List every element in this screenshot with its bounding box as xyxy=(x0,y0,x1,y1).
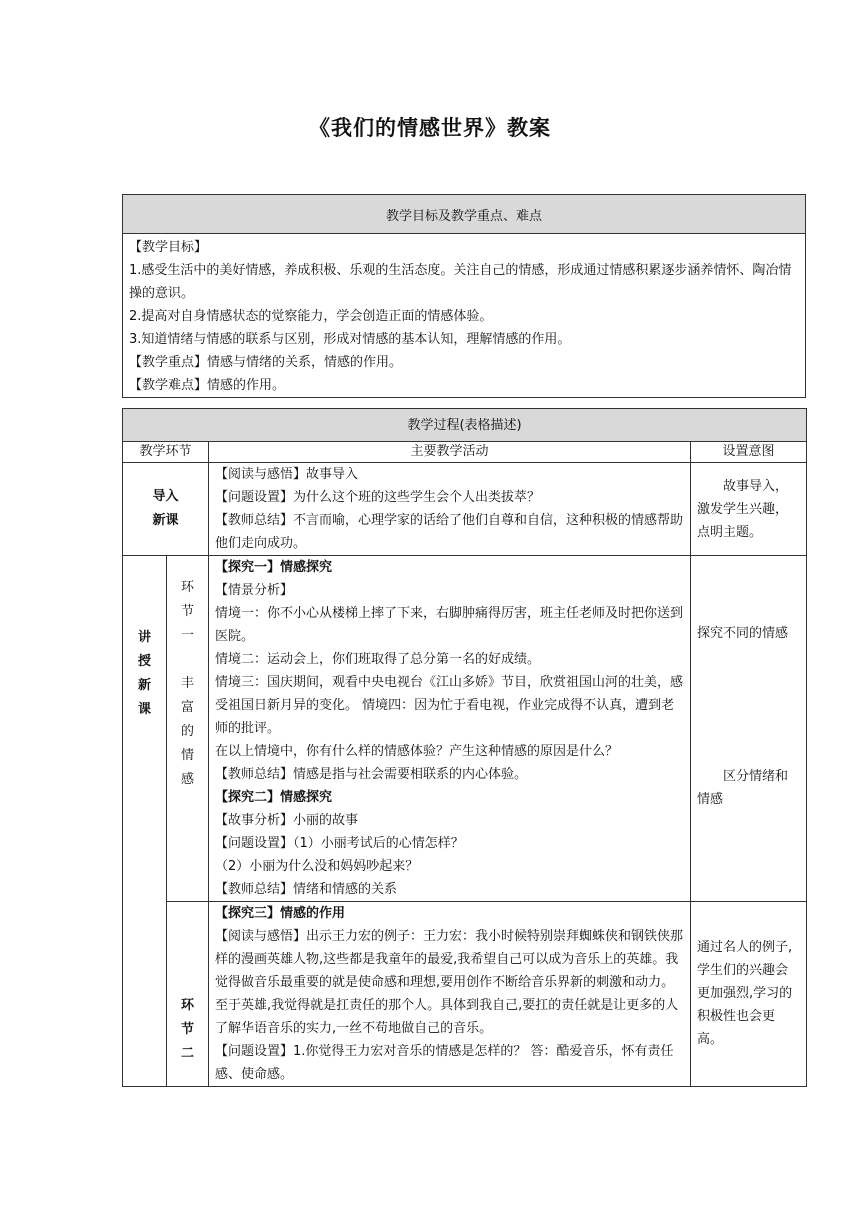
objectives-body xyxy=(123,234,806,398)
activity-line: 【问题设置】为什么这个班的这些学生会个人出类拔萃？ xyxy=(215,490,541,505)
activity-line: 【故事分析】小丽的故事 xyxy=(215,813,359,828)
activity-line: 【探究二】情感探究 xyxy=(215,790,333,805)
objectives-line: 1.感受生活中的美好情感，养成积极、乐观的生活态度。关注自己的情感，形成通过情感积累逐步涵养情怀、陶冶情操的意识。 xyxy=(129,263,792,301)
activity-line: 【教师总结】不言而喻，心理学家的话给了他们自尊和自信，这种积极的情感帮助他们走向成功。 xyxy=(215,513,684,551)
activity-line: 情境三：国庆期间，观看中央电视台《江山多娇》节目，欣赏祖国山河的壮美，感受祖国日新月异的变化。 情境四：因为忙于看电视，作业完成得不认真，遭到老师的批评。 xyxy=(215,675,684,736)
stage-intro: 导入 新课 xyxy=(123,463,209,556)
process-table xyxy=(122,408,807,1087)
objectives-line: 【教学目标】 xyxy=(129,240,208,255)
process-header: 教学过程(表格描述) xyxy=(123,409,807,442)
activity-line: 情境二：运动会上，你们班取得了总分第一名的好成绩。 xyxy=(215,652,541,667)
activity-line: 【阅读与感悟】故事导入 xyxy=(215,467,359,482)
activity-line: 【情景分析】 xyxy=(215,583,294,598)
intent-line: 区分情绪和情感 xyxy=(697,769,789,807)
objectives-table xyxy=(122,194,806,398)
section2-label: 环 节 二 xyxy=(167,902,209,1087)
objectives-header: 教学目标及教学重点、难点 xyxy=(123,195,806,234)
stage-new-lesson: 讲 授 新 课 xyxy=(123,556,167,1087)
activity-line: 【教师总结】情绪和情感的关系 xyxy=(215,882,398,897)
section2-intent xyxy=(691,902,807,1087)
section1-intent xyxy=(691,556,807,902)
activity-line: 【探究三】情感的作用 xyxy=(215,906,346,921)
section1-label: 环 节 一 丰 富 的 情 感 xyxy=(167,556,209,902)
intent-line: 通过名人的例子,学生们的兴趣会更加强烈,学习的积极性也会更高。 xyxy=(697,940,793,1047)
activity-line: 【教师总结】情感是指与社会需要相联系的内心体验。 xyxy=(215,767,528,782)
activity-line: 在以上情境中，你有什么样的情感体验？产生这种情感的原因是什么？ xyxy=(215,744,619,759)
activity-line: （2）小丽为什么没和妈妈吵起来？ xyxy=(215,859,419,874)
col-header-stage: 教学环节 xyxy=(123,442,209,463)
objectives-line: 3.知道情绪与情感的联系与区别，形成对情感的基本认知，理解情感的作用。 xyxy=(129,332,571,347)
objectives-line: 【教学重点】情感与情绪的关系，情感的作用。 xyxy=(129,355,403,370)
activity-line: 【阅读与感悟】出示王力宏的例子：王力宏：我小时候特别崇拜蜘蛛侠和钢铁侠那样的漫画英雄人物,这些都是我童年的最爱,我希望自己可以成为音乐上的英雄。我觉得做音乐最重要的就是使命感和理想,要用创作不断给音乐界新的刺激和动力。至于英雄,我觉得就是扛责任的那个人。具体到我自己,要扛的责任就是让更多的人了解华语音乐的实力,一丝不苟地做自己的音乐。 xyxy=(215,929,684,1036)
section2-activities xyxy=(209,902,691,1087)
activity-line: 【问题设置】（1）小丽考试后的心情怎样？ xyxy=(215,836,464,851)
objectives-line: 【教学难点】情感的作用。 xyxy=(129,378,286,393)
col-header-intent: 设置意图 xyxy=(691,442,807,463)
activity-line: 【问题设置】1.你觉得王力宏对音乐的情感是怎样的？ 答：酷爱音乐，怀有责任感、使命感。 xyxy=(215,1044,674,1082)
col-header-activities: 主要教学活动 xyxy=(209,442,691,463)
intent-line: 探究不同的情感 xyxy=(697,626,789,641)
intro-activities xyxy=(209,463,691,556)
activity-line: 情境一：你不小心从楼梯上摔了下来，右脚肿痛得厉害，班主任老师及时把你送到医院。 xyxy=(215,606,684,644)
objectives-line: 2.提高对自身情感状态的觉察能力，学会创造正面的情感体验。 xyxy=(129,309,493,324)
section1-activities xyxy=(209,556,691,902)
intro-intent: 故事导入，激发学生兴趣，点明主题。 xyxy=(691,463,807,556)
activity-line: 【探究一】情感探究 xyxy=(215,560,333,575)
page-title: 《我们的情感世界》教案 xyxy=(309,116,551,140)
